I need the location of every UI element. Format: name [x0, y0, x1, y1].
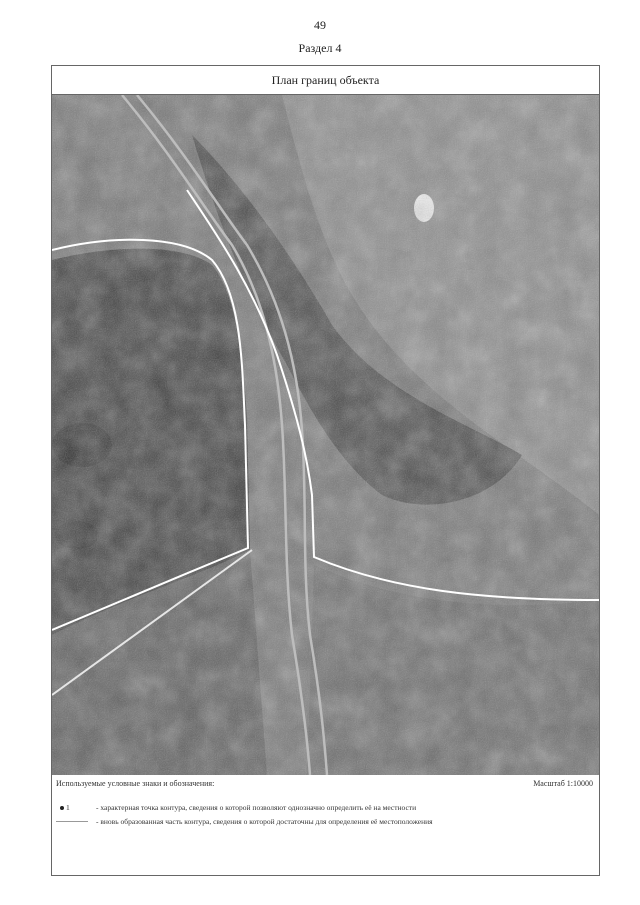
plan-frame: [51, 65, 600, 876]
legend-point-text: - характерная точка контура, сведения о которой позволяют однозначно определить её на местности: [96, 803, 417, 812]
plan-title: План границ объекта: [52, 66, 599, 95]
section-title: Раздел 4: [298, 41, 342, 55]
point-label: 1: [66, 803, 70, 812]
point-dot-icon: [60, 806, 64, 810]
page-number: 49: [314, 18, 326, 32]
terrain-grain: [52, 95, 599, 775]
legend-line-symbol: [56, 817, 96, 827]
legend-line-text: - вновь образованная часть контура, сведения о которой достаточны для определения её местоположения: [96, 817, 433, 826]
legend-point-symbol: [56, 803, 96, 813]
legend-header: Используемые условные знаки и обозначения:: [56, 779, 215, 788]
line-sample-icon: [56, 821, 88, 822]
map-scale: Масштаб 1:10000: [533, 779, 593, 788]
legend-item-line: [56, 817, 576, 827]
legend-item-point: [56, 803, 416, 813]
aerial-map: [52, 95, 599, 775]
